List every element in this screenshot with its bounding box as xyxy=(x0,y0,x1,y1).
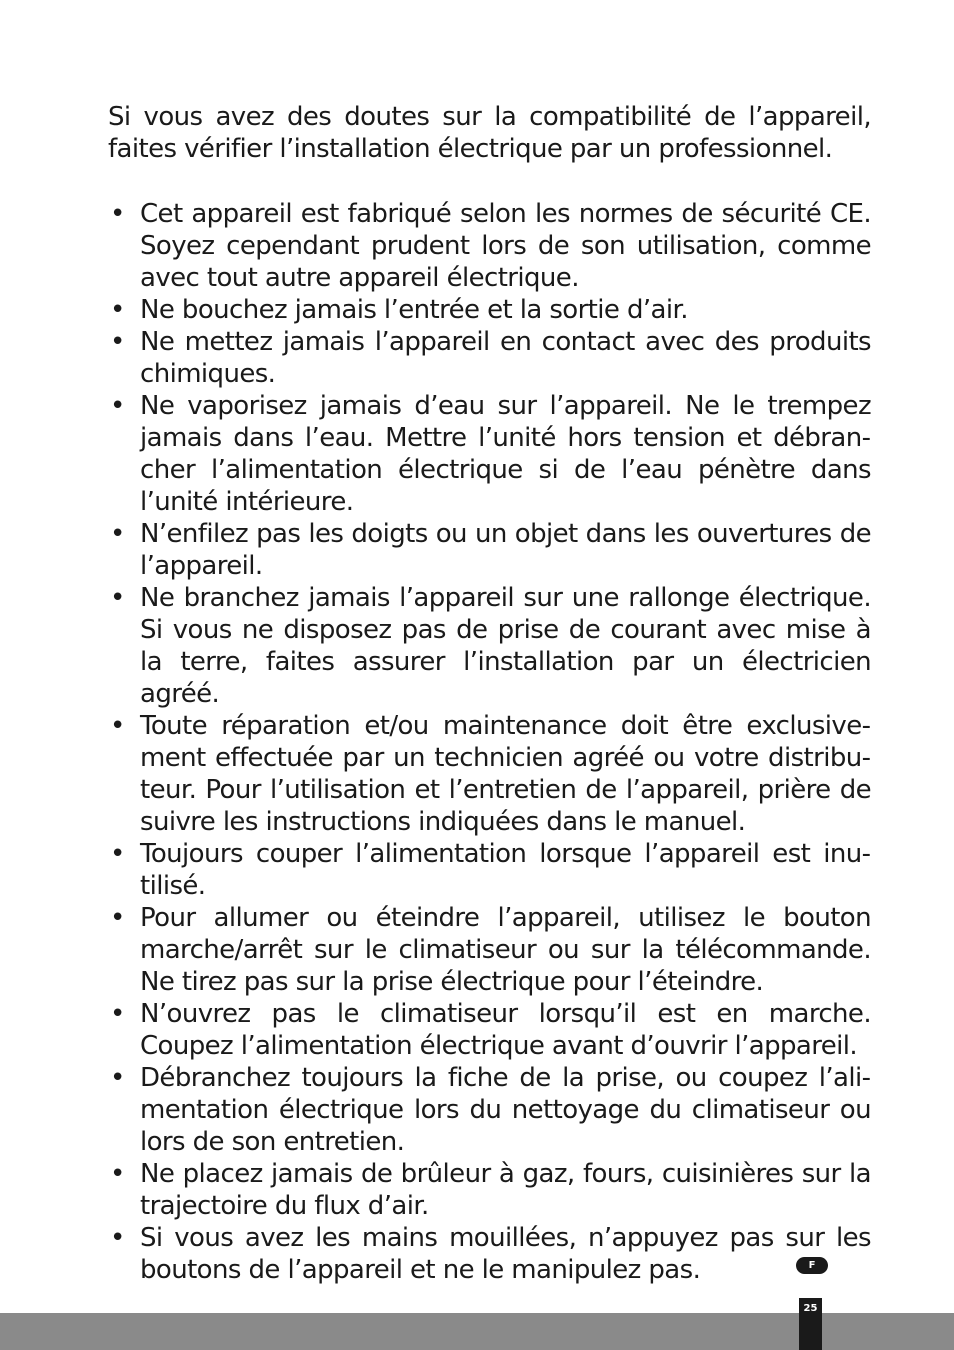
list-item-text: N’enfilez pas les doigts ou un objet dans les ouvertures de l’appareil. xyxy=(140,519,871,581)
bullet-icon: • xyxy=(110,295,125,325)
list-item-text: Pour allumer ou éteindre l’appareil, utilisez le bouton marche/arrêt sur le climatiseur ou sur la télécommande. Ne tirez pas sur la prise électrique pour l’éteindre. xyxy=(140,903,871,997)
intro-paragraph: Si vous avez des doutes sur la compatibilité de l’appareil, faites vérifier l’installation électrique par un professionnel. xyxy=(108,102,871,164)
list-item-text: Cet appareil est fabriqué selon les normes de sécurité CE. Soyez cependant prudent lors de son utilisation, comme avec tout autre appareil électrique. xyxy=(140,199,871,293)
bullet-icon: • xyxy=(110,391,125,421)
list-item-text: Toute réparation et/ou maintenance doit être exclusivement effectuée par un technicien agréé ou votre distributeur. Pour l’utilisation et l’entretien de l’appareil, prière de suivre les instructions indiquées dans le manuel. xyxy=(140,711,871,837)
bullet-icon: • xyxy=(110,903,125,933)
list-item xyxy=(108,1062,871,1158)
list-item-text: Ne bouchez jamais l’entrée et la sortie d’air. xyxy=(140,295,688,325)
safety-list xyxy=(108,198,871,1286)
bullet-icon: • xyxy=(110,1063,125,1093)
list-item xyxy=(108,582,871,710)
list-item xyxy=(108,838,871,902)
list-item-text: Ne branchez jamais l’appareil sur une rallonge électrique. Si vous ne disposez pas de prise de courant avec mise à la terre, faites assurer l’installation par un électricien agréé. xyxy=(140,583,871,709)
page-number: 25 xyxy=(799,1298,822,1350)
list-item-text: N’ouvrez pas le climatiseur lorsqu’il est en marche. Coupez l’alimentation électrique avant d’ouvrir l’appareil. xyxy=(140,999,871,1061)
list-item xyxy=(108,390,871,518)
list-item-text: Ne mettez jamais l’appareil en contact avec des produits chimiques. xyxy=(140,327,871,389)
list-item xyxy=(108,902,871,998)
list-item-text: Si vous avez les mains mouillées, n’appuyez pas sur les boutons de l’appareil et ne le manipulez pas. xyxy=(140,1223,871,1285)
bullet-icon: • xyxy=(110,1159,125,1189)
list-item xyxy=(108,1222,871,1286)
list-item-text: Ne vaporisez jamais d’eau sur l’appareil. Ne le trempez jamais dans l’eau. Mettre l’unité hors tension et débrancher l’alimentation électrique si de l’eau pénètre dans l’unité intérieure. xyxy=(140,391,871,517)
bullet-icon: • xyxy=(110,583,125,613)
bullet-icon: • xyxy=(110,519,125,549)
bullet-icon: • xyxy=(110,327,125,357)
list-item-text: Toujours couper l’alimentation lorsque l’appareil est inutilisé. xyxy=(140,839,871,901)
list-item-text: Ne placez jamais de brûleur à gaz, fours, cuisinières sur la trajectoire du flux d’air. xyxy=(140,1159,871,1221)
page-content xyxy=(108,101,871,1286)
list-item xyxy=(108,1158,871,1222)
list-item xyxy=(108,326,871,390)
list-item xyxy=(108,998,871,1062)
bullet-icon: • xyxy=(110,1223,125,1253)
bullet-icon: • xyxy=(110,199,125,229)
bullet-icon: • xyxy=(110,839,125,869)
bullet-icon: • xyxy=(110,999,125,1029)
list-item-text: Débranchez toujours la fiche de la prise, ou coupez l’alimentation électrique lors du nettoyage du climatiseur ou lors de son entretien. xyxy=(140,1063,871,1157)
bullet-icon: • xyxy=(110,711,125,741)
list-item xyxy=(108,710,871,838)
list-item xyxy=(108,198,871,294)
language-badge: F xyxy=(796,1257,828,1274)
list-item xyxy=(108,294,871,326)
list-item xyxy=(108,518,871,582)
